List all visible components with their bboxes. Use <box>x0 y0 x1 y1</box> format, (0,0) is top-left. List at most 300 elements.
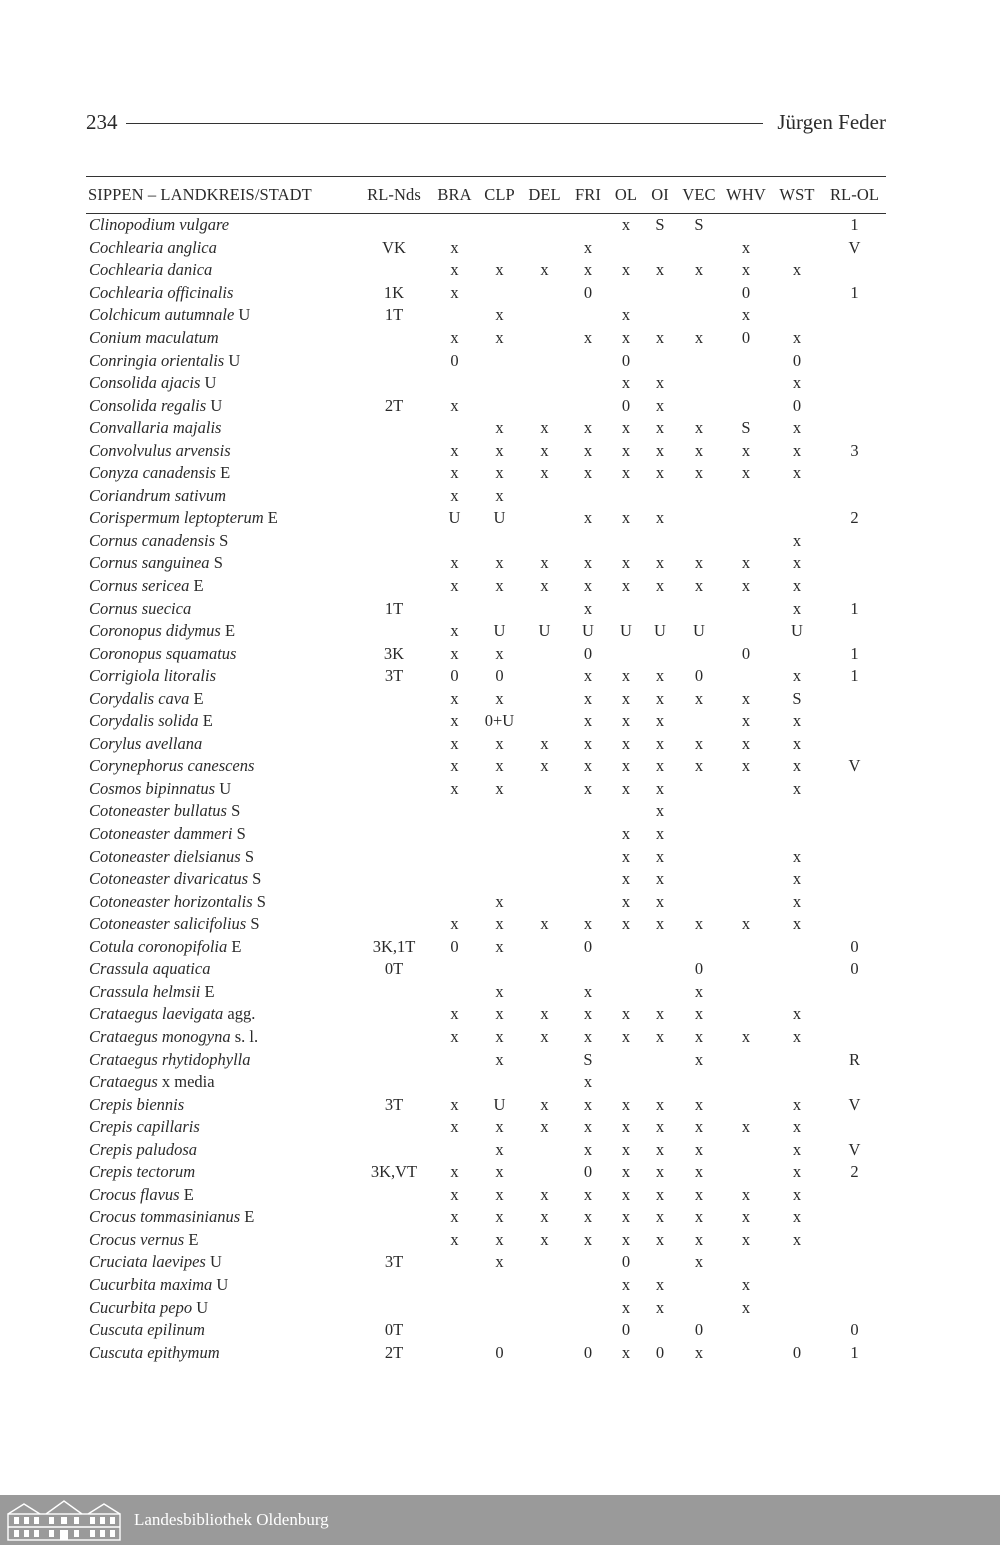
table-cell: x <box>621 1274 631 1294</box>
table-cell: x <box>540 914 549 934</box>
species-status: U <box>224 350 241 370</box>
table-cell: x <box>583 666 593 686</box>
table-cell: S <box>741 418 751 438</box>
table-cell <box>522 349 567 372</box>
table-cell <box>823 575 886 598</box>
table-cell <box>823 394 886 417</box>
table-cell: x <box>741 1274 751 1294</box>
table-cell <box>432 800 477 823</box>
table-cell <box>522 890 567 913</box>
table-cell <box>567 845 609 868</box>
table-cell: x <box>450 485 459 505</box>
table-cell <box>477 597 522 620</box>
table-cell <box>477 349 522 372</box>
table-cell: x <box>450 733 459 753</box>
table-cell: x <box>655 1297 665 1317</box>
table-cell: x <box>621 846 631 866</box>
header-rule <box>126 123 764 124</box>
table-cell <box>721 823 771 846</box>
table-cell <box>522 665 567 688</box>
table-cell: 0 <box>621 395 631 415</box>
table-cell: x <box>583 1072 593 1092</box>
table-cell: x <box>655 1207 665 1227</box>
table-cell: x <box>792 1229 802 1249</box>
page-number: 234 <box>86 109 118 134</box>
table-cell: x <box>450 621 459 641</box>
table-cell <box>823 349 886 372</box>
table-cell <box>721 1161 771 1184</box>
table-cell <box>432 1251 477 1274</box>
table-cell <box>823 304 886 327</box>
table-cell <box>677 485 721 508</box>
table-cell <box>721 665 771 688</box>
table-cell: x <box>583 1184 593 1204</box>
table-row <box>86 597 886 620</box>
table-cell <box>721 214 771 237</box>
table-cell: x <box>583 688 593 708</box>
species-cell <box>86 530 356 553</box>
table-row <box>86 890 886 913</box>
table-cell <box>477 1274 522 1297</box>
species-cell <box>86 1251 356 1274</box>
table-cell <box>356 1116 432 1139</box>
table-cell: x <box>495 328 504 347</box>
table-row <box>86 1229 886 1252</box>
table-cell <box>721 1048 771 1071</box>
table-cell: V <box>848 1094 861 1114</box>
column-header: RL-OL <box>823 177 886 214</box>
species-name: Cotula coronopifolia <box>89 936 228 956</box>
table-row <box>86 349 886 372</box>
table-cell: x <box>450 328 459 347</box>
table-cell: x <box>655 463 665 483</box>
table-cell <box>721 800 771 823</box>
table-cell: x <box>495 1162 504 1182</box>
table-cell: x <box>450 1184 459 1204</box>
table-cell: 0 <box>694 1320 704 1340</box>
table-cell: x <box>621 688 631 708</box>
table-cell: x <box>694 1184 704 1204</box>
species-cell <box>86 1138 356 1161</box>
table-cell <box>477 282 522 305</box>
table-row <box>86 394 886 417</box>
species-name: Corispermum leptopterum <box>89 508 264 528</box>
table-cell <box>567 394 609 417</box>
table-cell <box>771 485 823 508</box>
table-cell <box>567 349 609 372</box>
species-status: S <box>252 891 266 911</box>
table-cell: x <box>540 576 549 596</box>
table-cell: x <box>655 1274 665 1294</box>
table-cell <box>643 642 677 665</box>
species-name: Crepis biennis <box>89 1094 185 1114</box>
species-name: Crassula aquatica <box>89 959 211 979</box>
table-cell: x <box>540 1184 549 1204</box>
table-cell <box>522 981 567 1004</box>
table-cell <box>522 1319 567 1342</box>
table-cell <box>643 349 677 372</box>
table-cell <box>567 800 609 823</box>
table-cell: x <box>621 1117 631 1137</box>
table-cell <box>522 485 567 508</box>
species-status: x media <box>157 1072 215 1092</box>
table-cell <box>771 1251 823 1274</box>
table-row <box>86 507 886 530</box>
table-cell: x <box>741 1297 751 1317</box>
table-cell <box>356 439 432 462</box>
species-name: Colchicum autumnale <box>89 305 235 325</box>
table-cell <box>771 823 823 846</box>
table-cell: x <box>655 328 665 347</box>
table-cell: x <box>741 1229 751 1249</box>
table-cell <box>677 868 721 891</box>
table-cell: 0+U <box>484 711 515 731</box>
table-cell: x <box>495 756 504 776</box>
table-cell: x <box>655 1162 665 1182</box>
table-cell: U <box>791 621 803 641</box>
table-cell <box>522 845 567 868</box>
table-cell: x <box>450 1229 459 1249</box>
table-cell: x <box>694 463 704 483</box>
table-cell <box>721 1003 771 1026</box>
table-cell <box>477 845 522 868</box>
species-status: S <box>226 801 241 821</box>
table-cell: x <box>495 305 504 325</box>
table-cell: x <box>741 237 751 257</box>
table-cell: 3T <box>384 1252 404 1272</box>
table-cell: x <box>621 463 631 483</box>
table-cell: x <box>621 508 631 528</box>
table-cell: x <box>741 1117 751 1137</box>
table-cell: x <box>621 1297 631 1317</box>
table-cell: 3K <box>383 643 405 663</box>
species-cell <box>86 687 356 710</box>
library-building-icon <box>4 1498 124 1542</box>
table-cell <box>432 1071 477 1094</box>
table-cell: U <box>448 508 461 528</box>
table-cell: x <box>694 1004 704 1024</box>
table-cell: x <box>621 1162 631 1182</box>
table-cell: x <box>495 688 504 708</box>
table-cell <box>823 1071 886 1094</box>
table-cell: x <box>583 914 593 934</box>
table-row <box>86 372 886 395</box>
table-cell <box>356 507 432 530</box>
table-cell <box>609 237 643 260</box>
table-cell: x <box>792 1094 802 1114</box>
table-cell: 0 <box>655 1342 665 1362</box>
table-cell: x <box>495 1049 504 1069</box>
species-status: U <box>215 778 232 798</box>
table-cell: 0 <box>850 959 859 979</box>
table-cell: x <box>694 1162 704 1182</box>
species-name: Cotoneaster horizontalis <box>89 891 253 911</box>
species-status: E <box>227 936 242 956</box>
table-cell <box>677 778 721 801</box>
table-cell: x <box>792 756 802 776</box>
table-cell: x <box>583 418 593 438</box>
table-cell <box>432 868 477 891</box>
table-row <box>86 1341 886 1364</box>
table-cell: x <box>540 1094 549 1114</box>
table-cell <box>522 530 567 553</box>
table-cell: x <box>450 643 459 663</box>
table-cell <box>356 575 432 598</box>
table-cell: x <box>495 1117 504 1137</box>
species-cell <box>86 575 356 598</box>
column-header: BRA <box>432 177 477 214</box>
column-header: WHV <box>721 177 771 214</box>
table-cell <box>477 394 522 417</box>
table-cell <box>356 1048 432 1071</box>
table-cell: R <box>848 1049 860 1069</box>
table-cell <box>823 868 886 891</box>
table-row <box>86 439 886 462</box>
species-cell <box>86 327 356 350</box>
table-row <box>86 823 886 846</box>
table-cell <box>356 710 432 733</box>
table-cell <box>643 1048 677 1071</box>
table-row <box>86 1138 886 1161</box>
table-cell: x <box>450 1094 459 1114</box>
table-cell <box>677 936 721 959</box>
table-cell: x <box>450 778 459 798</box>
table-cell: x <box>741 1184 751 1204</box>
table-cell: x <box>792 373 802 393</box>
table-cell: x <box>540 1026 549 1046</box>
table-cell: 0 <box>583 1162 593 1182</box>
species-cell <box>86 507 356 530</box>
table-cell: 1 <box>850 666 859 686</box>
table-cell: x <box>655 756 665 776</box>
species-name: Corynephorus canescens <box>89 756 255 776</box>
table-row <box>86 1296 886 1319</box>
table-cell: x <box>792 666 802 686</box>
table-cell <box>721 1093 771 1116</box>
table-cell: 0 <box>450 936 459 956</box>
table-cell <box>432 530 477 553</box>
table-cell: x <box>495 1229 504 1249</box>
table-cell <box>721 778 771 801</box>
species-name: Cotoneaster divaricatus <box>89 869 249 889</box>
table-cell: x <box>655 846 665 866</box>
species-status: S <box>246 914 260 934</box>
table-cell <box>477 372 522 395</box>
species-status: agg. <box>223 1004 256 1024</box>
table-cell: x <box>583 328 593 347</box>
table-cell <box>609 282 643 305</box>
table-cell <box>432 1048 477 1071</box>
table-cell: x <box>694 1229 704 1249</box>
table-cell: x <box>621 1004 631 1024</box>
column-header: CLP <box>477 177 522 214</box>
species-status: U <box>192 1297 209 1317</box>
table-cell: x <box>540 260 549 280</box>
table-row <box>86 1048 886 1071</box>
table-cell <box>356 372 432 395</box>
table-cell <box>721 620 771 643</box>
table-cell <box>823 800 886 823</box>
column-header-name: SIPPEN – LANDKREIS/STADT <box>86 177 356 214</box>
species-name: Conringia orientalis <box>89 350 225 370</box>
table-cell: x <box>450 1026 459 1046</box>
table-cell <box>522 936 567 959</box>
species-cell <box>86 1003 356 1026</box>
table-cell <box>522 800 567 823</box>
species-status: E <box>189 576 204 596</box>
table-cell: x <box>495 733 504 753</box>
table-cell: x <box>450 282 459 302</box>
table-cell <box>356 868 432 891</box>
table-cell <box>677 823 721 846</box>
table-cell <box>677 394 721 417</box>
table-cell: x <box>694 981 704 1001</box>
species-status: E <box>198 711 213 731</box>
table-cell: x <box>621 1026 631 1046</box>
table-cell <box>522 237 567 260</box>
table-cell: x <box>694 733 704 753</box>
species-cell <box>86 439 356 462</box>
column-header: DEL <box>522 177 567 214</box>
table-cell <box>356 981 432 1004</box>
table-cell <box>609 1048 643 1071</box>
table-cell: x <box>495 643 504 663</box>
table-cell <box>643 485 677 508</box>
table-cell: 0 <box>621 1320 631 1340</box>
species-cell <box>86 552 356 575</box>
species-name: Crepis paludosa <box>89 1139 198 1159</box>
species-name: Cucurbita maxima <box>89 1274 213 1294</box>
species-name: Convallaria majalis <box>89 418 222 438</box>
table-cell <box>432 845 477 868</box>
table-cell <box>356 620 432 643</box>
species-name: Conyza canadensis <box>89 463 216 483</box>
table-cell: x <box>792 576 802 596</box>
table-cell <box>567 958 609 981</box>
species-status: E <box>189 688 204 708</box>
species-name: Clinopodium vulgare <box>89 215 230 235</box>
table-cell: x <box>694 1026 704 1046</box>
table-cell <box>643 1071 677 1094</box>
table-cell <box>677 710 721 733</box>
table-cell: x <box>655 440 665 460</box>
table-cell <box>522 1048 567 1071</box>
table-row <box>86 755 886 778</box>
table-cell: x <box>540 463 549 483</box>
table-cell: x <box>694 328 704 347</box>
species-cell <box>86 1026 356 1049</box>
table-cell <box>643 597 677 620</box>
table-cell: 2T <box>384 395 404 415</box>
table-cell: x <box>583 1004 593 1024</box>
species-name: Cotoneaster salicifolius <box>89 914 247 934</box>
table-cell <box>522 1296 567 1319</box>
table-cell: x <box>621 1207 631 1227</box>
table-cell: x <box>583 1117 593 1137</box>
table-cell: x <box>540 553 549 573</box>
table-row <box>86 1251 886 1274</box>
table-cell <box>477 237 522 260</box>
species-name: Conium maculatum <box>89 328 219 347</box>
table-cell: 1T <box>384 305 404 325</box>
table-cell: x <box>741 1207 751 1227</box>
table-cell: 0 <box>621 350 631 370</box>
species-status: E <box>263 508 278 528</box>
species-cell <box>86 733 356 756</box>
table-cell: x <box>741 756 751 776</box>
table-cell: 0 <box>450 666 459 686</box>
table-cell <box>677 642 721 665</box>
table-cell <box>356 845 432 868</box>
table-cell <box>432 823 477 846</box>
table-cell <box>823 372 886 395</box>
table-cell: x <box>792 1026 802 1046</box>
table-cell: 1 <box>850 643 859 663</box>
table-cell: x <box>495 553 504 573</box>
table-cell: 0 <box>741 328 751 347</box>
table-cell: x <box>583 576 593 596</box>
table-cell <box>823 1296 886 1319</box>
table-body <box>86 214 886 1364</box>
table-row <box>86 687 886 710</box>
table-cell: 0 <box>583 643 593 663</box>
species-name: Corylus avellana <box>89 733 203 753</box>
table-row <box>86 620 886 643</box>
species-cell <box>86 890 356 913</box>
table-cell <box>356 1274 432 1297</box>
species-status: E <box>200 981 215 1001</box>
table-cell: x <box>450 1162 459 1182</box>
table-cell: 3K,VT <box>370 1162 418 1182</box>
table-cell: x <box>621 778 631 798</box>
table-cell: U <box>493 1094 506 1114</box>
table-cell <box>567 1296 609 1319</box>
species-status: E <box>220 621 236 641</box>
table-cell <box>823 1274 886 1297</box>
table-cell <box>823 485 886 508</box>
table-cell <box>771 1296 823 1319</box>
table-cell: 0 <box>583 282 593 302</box>
table-cell: S <box>655 215 665 235</box>
table-cell: 0 <box>621 1252 631 1272</box>
table-cell <box>771 282 823 305</box>
table-cell: 0 <box>450 350 459 370</box>
table-cell <box>771 1071 823 1094</box>
table-cell: x <box>741 260 751 280</box>
table-cell <box>356 778 432 801</box>
table-cell: 0 <box>792 395 802 415</box>
table-cell: V <box>848 756 861 776</box>
table-cell: 0 <box>694 959 704 979</box>
table-cell: x <box>655 778 665 798</box>
species-name: Cornus suecica <box>89 598 192 618</box>
table-cell: x <box>741 440 751 460</box>
species-name: Cucurbita pepo <box>89 1297 193 1317</box>
table-cell <box>721 981 771 1004</box>
table-cell <box>432 1138 477 1161</box>
table-cell: x <box>495 914 504 934</box>
table-cell <box>567 485 609 508</box>
table-cell: x <box>621 260 631 280</box>
table-cell <box>522 1138 567 1161</box>
table-cell <box>356 259 432 282</box>
table-cell: x <box>741 463 751 483</box>
table-cell: x <box>694 756 704 776</box>
table-cell: x <box>741 688 751 708</box>
table-cell <box>356 1296 432 1319</box>
table-cell: x <box>450 1117 459 1137</box>
table-cell <box>477 958 522 981</box>
